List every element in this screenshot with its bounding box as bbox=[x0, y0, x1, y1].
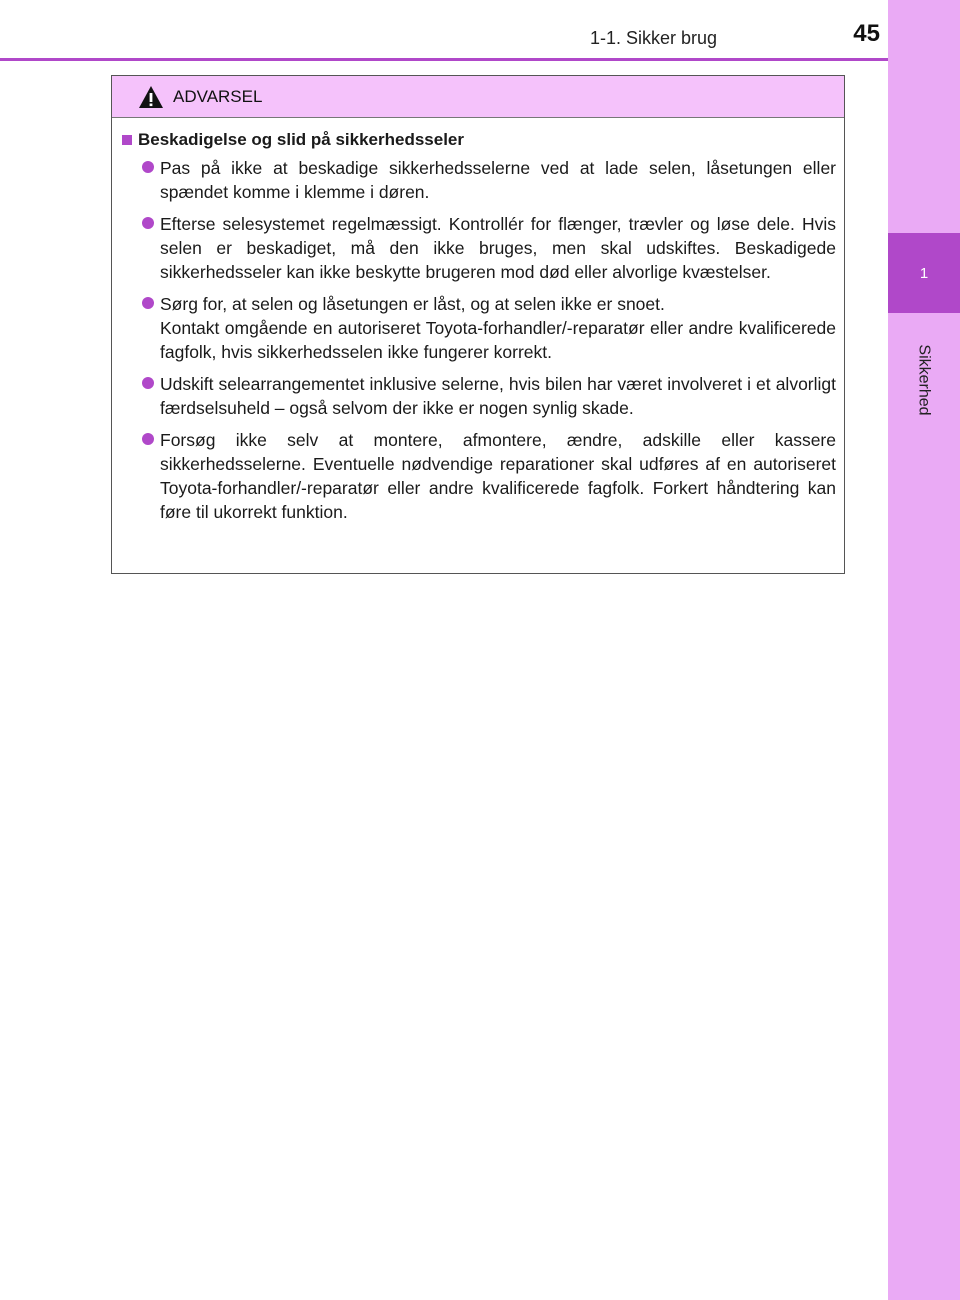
chapter-side-tab bbox=[888, 0, 960, 1300]
page-number: 45 bbox=[853, 20, 880, 47]
warning-item-text bbox=[160, 156, 836, 204]
warning-item bbox=[122, 292, 836, 364]
warning-item bbox=[122, 156, 836, 204]
warning-item bbox=[122, 212, 836, 284]
warning-item-line: Kontakt omgående en autoriseret Toyota-forhandler/-reparatør eller andre kvalificerede fagfolk, hvis sikkerhedsselen ikke fungerer korrekt. bbox=[160, 318, 836, 362]
warning-item-line: Efterse selesystemet regelmæssigt. Kontrollér for flænger, trævler og løse dele. Hvis selen er beskadiget, må den ikke bruges, men skal udskiftes. Beskadigede sikkerhedsseler kan ikke beskytte brugeren mod død eller alvorlige kvæstelser. bbox=[160, 214, 836, 282]
warning-subheading bbox=[122, 130, 836, 150]
warning-header bbox=[112, 76, 844, 118]
warning-item-text bbox=[160, 372, 836, 420]
warning-item-line: Udskift selearrangementet inklusive selerne, hvis bilen har været involveret i et alvorligt færdselsuheld – også selvom der ikke er nogen synlig skade. bbox=[160, 374, 836, 418]
circle-bullet-icon bbox=[142, 161, 154, 173]
chapter-label-container bbox=[888, 325, 960, 435]
warning-items bbox=[122, 156, 836, 524]
warning-body bbox=[112, 118, 844, 524]
warning-item-text bbox=[160, 428, 836, 524]
circle-bullet-icon bbox=[142, 433, 154, 445]
warning-subheading-text: Beskadigelse og slid på sikkerhedsseler bbox=[138, 130, 464, 149]
circle-bullet-icon bbox=[142, 377, 154, 389]
chapter-label: Sikkerhed bbox=[916, 344, 933, 416]
warning-item bbox=[122, 428, 836, 524]
section-title: 1-1. Sikker brug bbox=[590, 28, 718, 48]
warning-box bbox=[111, 75, 845, 574]
square-bullet-icon bbox=[122, 135, 132, 145]
header-divider bbox=[0, 58, 888, 61]
warning-item-line: Forsøg ikke selv at montere, afmontere, ændre, adskille eller kassere sikkerhedsselerne. Eventuelle nødvendige reparationer skal udføres af en autoriseret Toyota-forhandler/-reparatør eller andre kvalificerede fagfolk. Forkert håndtering kan føre til ukorrekt funktion. bbox=[160, 430, 836, 522]
warning-triangle-icon bbox=[138, 84, 164, 110]
warning-item bbox=[122, 372, 836, 420]
warning-label: ADVARSEL bbox=[173, 86, 263, 106]
warning-item-line: Sørg for, at selen og låsetungen er låst, og at selen ikke er snoet. bbox=[160, 294, 665, 314]
circle-bullet-icon bbox=[142, 217, 154, 229]
warning-item-line: Pas på ikke at beskadige sikkerhedsselerne ved at lade selen, låsetungen eller spændet komme i klemme i døren. bbox=[160, 158, 836, 202]
chapter-number: 1 bbox=[888, 233, 960, 313]
circle-bullet-icon bbox=[142, 297, 154, 309]
warning-item-text bbox=[160, 212, 836, 284]
warning-item-text bbox=[160, 292, 836, 364]
